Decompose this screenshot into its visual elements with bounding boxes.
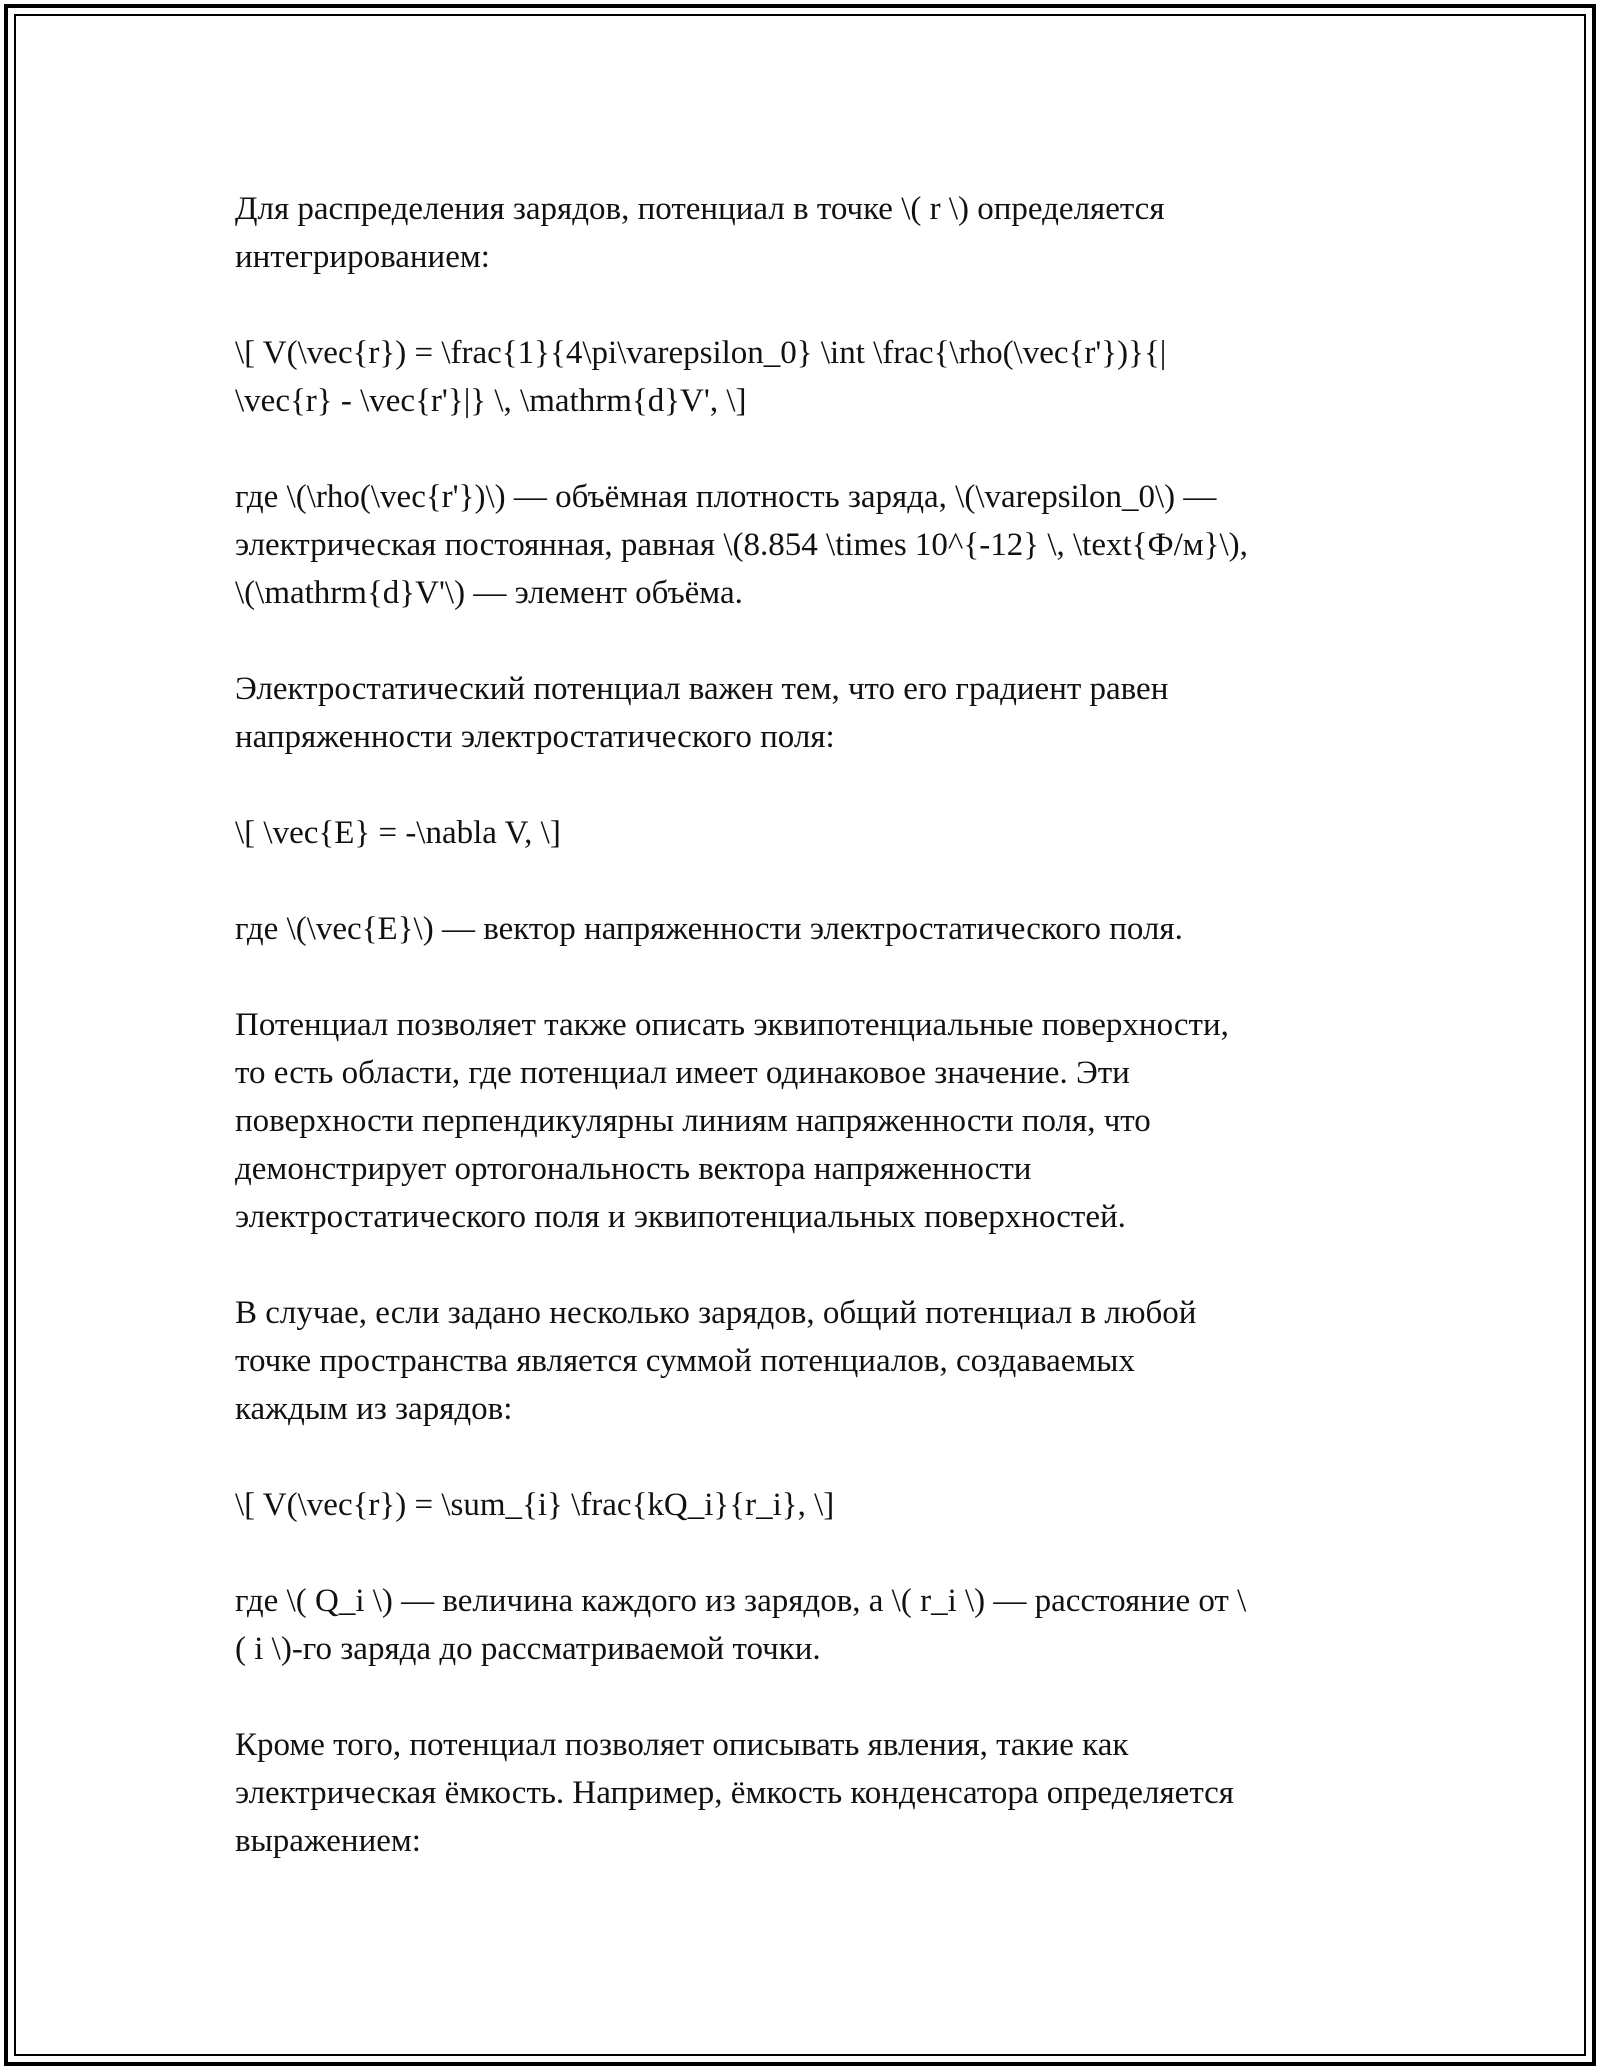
formula-potential-integral: \[ V(\vec{r}) = \frac{1}{4\pi\varepsilon_0} \int \frac{\rho(\vec{r'})}{| \vec{r} - \vec{r'}|} \, \mathrm{d}V', \]	[235, 335, 1167, 419]
formula-potential-sum: \[ V(\vec{r}) = \sum_{i} \frac{kQ_i}{r_i}, \]	[235, 1487, 835, 1523]
paragraph-capacitance: Кроме того, потенциал позволяет описывать явления, такие как электрическая ёмкость. Например, ёмкость конденсатора определяется выражением:	[235, 1727, 1234, 1859]
paragraph-equipotential: Потенциал позволяет также описать эквипотенциальные поверхности, то есть области, где потенциал имеет одинаковое значение. Эти поверхности перпендикулярны линиям напряженности поля, что демонстрирует ортогональность вектора напряженности электростатического поля и эквипотенциальных поверхностей.	[235, 1007, 1229, 1235]
paragraph-gradient: Электростатический потенциал важен тем, что его градиент равен напряженности электростатического поля:	[235, 671, 1169, 755]
formula-field-gradient: \[ \vec{E} = -\nabla V, \]	[235, 815, 561, 851]
paragraph-superposition: В случае, если задано несколько зарядов, общий потенциал в любой точке пространства является суммой потенциалов, создаваемых каждым из зарядов:	[235, 1295, 1197, 1427]
paragraph-field-vector: где \(\vec{E}\) — вектор напряженности электростатического поля.	[235, 911, 1183, 947]
paragraph-intro: Для распределения зарядов, потенциал в точке \( r \) определяется интегрированием:	[235, 191, 1165, 275]
paragraph-definitions: где \(\rho(\vec{r'})\) — объёмная плотность заряда, \(\varepsilon_0\) — электрическая постоянная, равная \(8.854 \times 10^{-12} \, \text{Ф/м}\), \(\mathrm{d}V'\) — элемент объёма.	[235, 479, 1248, 611]
paragraph-sum-definitions: где \( Q_i \) — величина каждого из зарядов, а \( r_i \) — расстояние от \ ( i \)-го заряда до рассматриваемой точки.	[235, 1583, 1247, 1667]
document-body	[235, 185, 1375, 1865]
